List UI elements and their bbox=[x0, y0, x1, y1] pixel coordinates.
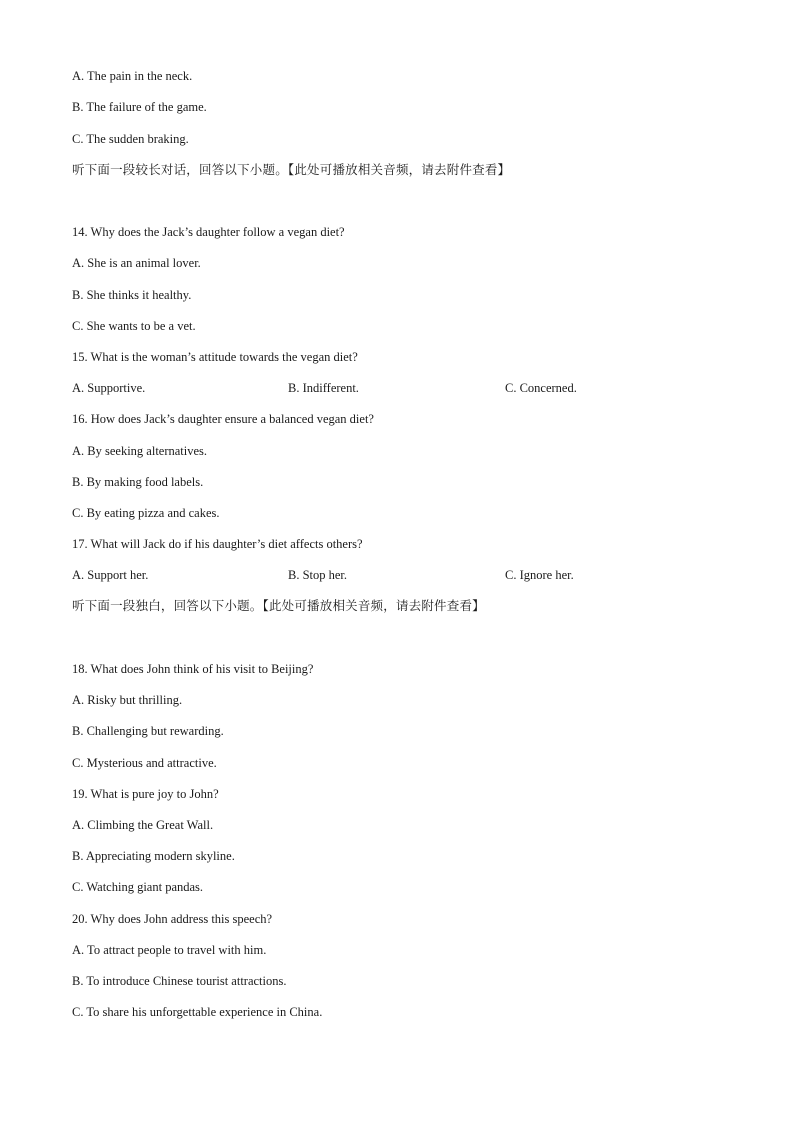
question-19: 19. What is pure joy to John? bbox=[72, 787, 219, 801]
listening-instruction-dialogue: 听下面一段较长对话，回答以下小题。【此处可播放相关音频，请去附件查看】 bbox=[72, 162, 511, 177]
q14-option-c: C. She wants to be a vet. bbox=[72, 319, 196, 333]
q17-option-a: A. Support her. bbox=[72, 568, 149, 582]
q18-option-b: B. Challenging but rewarding. bbox=[72, 724, 224, 738]
q16-option-c: C. By eating pizza and cakes. bbox=[72, 506, 220, 520]
q20-option-a: A. To attract people to travel with him. bbox=[72, 943, 267, 957]
q13-option-c: C. The sudden braking. bbox=[72, 132, 189, 146]
question-15: 15. What is the woman’s attitude towards the vegan diet? bbox=[72, 350, 358, 364]
q19-option-a: A. Climbing the Great Wall. bbox=[72, 818, 214, 832]
question-16: 16. How does Jack’s daughter ensure a balanced vegan diet? bbox=[72, 412, 374, 426]
question-18: 18. What does John think of his visit to Beijing? bbox=[72, 662, 314, 676]
q15-option-b: B. Indifferent. bbox=[288, 381, 359, 395]
q17-option-b: B. Stop her. bbox=[288, 568, 348, 582]
q17-option-c: C. Ignore her. bbox=[505, 568, 574, 582]
q17-options-row bbox=[72, 567, 712, 583]
q14-option-a: A. She is an animal lover. bbox=[72, 256, 201, 270]
q19-option-c: C. Watching giant pandas. bbox=[72, 880, 204, 894]
q15-option-c: C. Concerned. bbox=[505, 381, 577, 395]
q19-option-b: B. Appreciating modern skyline. bbox=[72, 849, 235, 863]
listening-instruction-monologue: 听下面一段独白，回答以下小题。【此处可播放相关音频，请去附件查看】 bbox=[72, 598, 485, 613]
q15-options-row bbox=[72, 380, 712, 396]
q16-option-a: A. By seeking alternatives. bbox=[72, 444, 208, 458]
question-14: 14. Why does the Jack’s daughter follow a vegan diet? bbox=[72, 225, 345, 239]
q16-option-b: B. By making food labels. bbox=[72, 475, 204, 489]
question-20: 20. Why does John address this speech? bbox=[72, 912, 273, 926]
q20-option-c: C. To share his unforgettable experience in China. bbox=[72, 1005, 323, 1019]
q13-option-a: A. The pain in the neck. bbox=[72, 69, 193, 83]
q18-option-a: A. Risky but thrilling. bbox=[72, 693, 183, 707]
question-17: 17. What will Jack do if his daughter’s diet affects others? bbox=[72, 537, 363, 551]
q15-option-a: A. Supportive. bbox=[72, 381, 146, 395]
q20-option-b: B. To introduce Chinese tourist attractions. bbox=[72, 974, 287, 988]
q14-option-b: B. She thinks it healthy. bbox=[72, 288, 192, 302]
q18-option-c: C. Mysterious and attractive. bbox=[72, 756, 217, 770]
q13-option-b: B. The failure of the game. bbox=[72, 100, 207, 114]
